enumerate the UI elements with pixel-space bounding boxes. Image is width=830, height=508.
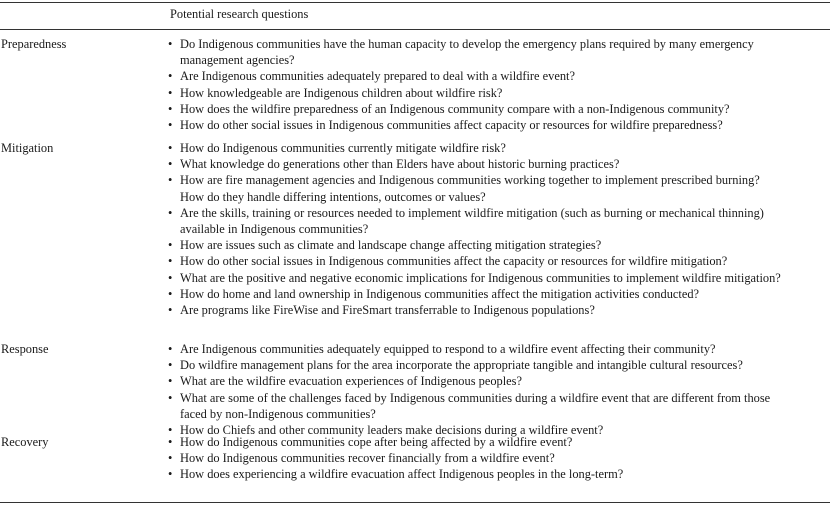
question-text-line: How do they handle differing intentions, outcomes or values? — [180, 189, 486, 204]
question-text-line: • How do other social issues in Indigenous communities affect capacity or resources for wildfire preparedness? — [180, 118, 723, 133]
question-item — [168, 101, 830, 117]
table-top-rule — [0, 2, 830, 3]
question-list — [168, 140, 830, 318]
question-text-line: • Do Indigenous communities have the human capacity to develop the emergency plans required by many emergency — [180, 37, 754, 51]
question-text-line: • How do Indigenous communities recover financially from a wildfire event? — [180, 451, 555, 466]
question-text-line: available in Indigenous communities? — [180, 222, 369, 237]
question-item — [168, 85, 830, 101]
question-text-line: • What are some of the challenges faced by Indigenous communities during a wildfire event that are different from those — [180, 390, 771, 405]
question-item — [168, 373, 830, 389]
question-item — [168, 302, 830, 318]
question-item — [168, 172, 830, 204]
question-list — [168, 36, 830, 133]
question-text-line: • How does the wildfire preparedness of an Indigenous community compare with a non-Indigenous community? — [180, 101, 730, 116]
question-item — [168, 140, 830, 156]
category-label: Mitigation — [1, 141, 54, 155]
question-text-line: • Do wildfire management plans for the area incorporate the appropriate tangible and intangible cultural resources? — [180, 358, 743, 373]
question-item — [168, 390, 830, 422]
category-label: Response — [1, 342, 49, 356]
question-item — [168, 341, 830, 357]
question-text-line: • How do other social issues in Indigenous communities affect the capacity or resources for wildfire mitigation? — [180, 254, 728, 269]
table-bottom-rule — [0, 502, 830, 503]
question-text-line: • Are programs like FireWise and FireSmart transferrable to Indigenous populations? — [180, 303, 595, 318]
header-rule — [0, 29, 830, 30]
question-list — [168, 341, 830, 438]
question-item — [168, 286, 830, 302]
question-text-line: • How knowledgeable are Indigenous children about wildfire risk? — [180, 85, 503, 100]
question-text-line: • How are fire management agencies and Indigenous communities working together to implement prescribed burning? — [180, 173, 760, 188]
question-item — [168, 68, 830, 84]
question-item — [168, 357, 830, 373]
question-text-line: • How do Chiefs and other community leaders make decisions during a wildfire event? — [180, 423, 604, 438]
question-item — [168, 156, 830, 172]
question-item — [168, 117, 830, 133]
question-item — [168, 237, 830, 253]
question-item — [168, 205, 830, 237]
question-text-line: • How do Indigenous communities currently mitigate wildfire risk? — [180, 141, 506, 155]
question-text-line: faced by non-Indigenous communities? — [180, 406, 376, 421]
question-text-line: • What knowledge do generations other than Elders have about historic burning practices? — [180, 157, 620, 172]
question-item — [168, 450, 830, 466]
question-list — [168, 434, 830, 483]
question-item — [168, 270, 830, 286]
question-text-line: management agencies? — [180, 53, 295, 68]
question-item — [168, 434, 830, 450]
question-text-line: • Are Indigenous communities adequately prepared to deal with a wildfire event? — [180, 69, 575, 84]
question-item — [168, 466, 830, 482]
question-text-line: • What are the wildfire evacuation experiences of Indigenous peoples? — [180, 374, 522, 389]
question-text-line: • How does experiencing a wildfire evacuation affect Indigenous peoples in the long-term? — [180, 467, 624, 482]
question-text-line: • Are Indigenous communities adequately equipped to respond to a wildfire event affecting their community? — [180, 342, 716, 356]
question-item — [168, 253, 830, 269]
question-text-line: • What are the positive and negative economic implications for Indigenous communities to implement wildfire mitigation? — [180, 270, 781, 285]
category-label: Preparedness — [1, 37, 67, 51]
category-label: Recovery — [1, 435, 49, 449]
question-text-line: • How are issues such as climate and landscape change affecting mitigation strategies? — [180, 238, 602, 253]
question-item — [168, 36, 830, 68]
question-text-line: • How do Indigenous communities cope after being affected by a wildfire event? — [180, 435, 573, 449]
question-text-line: • Are the skills, training or resources needed to implement wildfire mitigation (such as burning or mechanical thinning) — [180, 205, 764, 220]
question-text-line: • How do home and land ownership in Indigenous communities affect the mitigation activities conducted? — [180, 286, 700, 301]
column-header: Potential research questions — [170, 7, 309, 21]
